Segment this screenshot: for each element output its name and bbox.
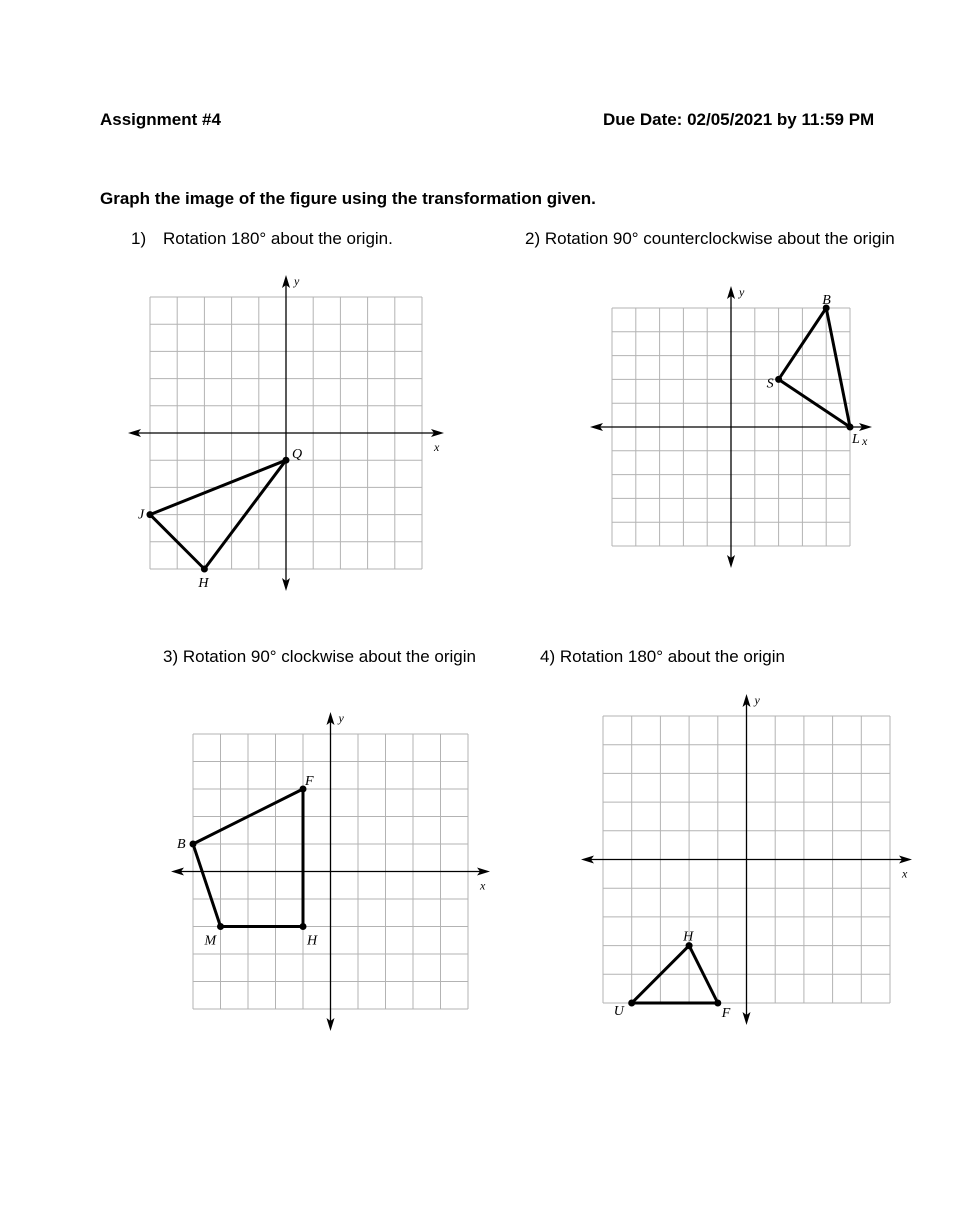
y-axis-label: y — [739, 285, 745, 299]
y-axis-label: y — [338, 711, 344, 725]
y-axis-label: y — [754, 693, 760, 707]
vertex-label-J: J — [138, 507, 145, 523]
vertex-label-S: S — [766, 376, 774, 392]
edge-LB — [826, 308, 850, 427]
vertex-Q — [283, 457, 290, 464]
vertex-label-L: L — [852, 432, 860, 447]
assignment-title: Assignment #4 — [100, 110, 221, 129]
vertex-label-B: B — [177, 837, 186, 852]
vertex-H — [300, 923, 307, 930]
x-axis-label: x — [902, 866, 908, 881]
x-axis-label: x — [434, 440, 440, 454]
vertex-label-H: H — [683, 929, 694, 945]
vertex-S — [775, 376, 782, 383]
vertex-label-U: U — [613, 1004, 624, 1019]
vertex-F — [714, 1000, 721, 1007]
vertex-label-M: M — [204, 933, 217, 949]
graph-3 — [165, 705, 505, 1045]
vertex-M — [217, 923, 224, 930]
vertex-J — [147, 511, 154, 518]
graph-1 — [120, 265, 460, 605]
vertex-label-H: H — [198, 576, 209, 591]
due-date: Due Date: 02/05/2021 by 11:59 PM — [603, 110, 875, 129]
problem-1-number: 1) — [131, 229, 147, 248]
x-axis-label: x — [480, 878, 486, 893]
problem-4-text: 4) Rotation 180° about the origin — [540, 647, 785, 666]
graph-2 — [590, 285, 880, 575]
instructions: Graph the image of the figure using the transformation given. — [100, 189, 596, 208]
vertex-label-Q: Q — [292, 447, 303, 463]
vertex-label-H: H — [307, 933, 318, 949]
x-axis-label: x — [862, 434, 868, 448]
vertex-L — [847, 424, 854, 431]
y-axis-label: y — [294, 274, 300, 288]
vertex-B — [190, 841, 197, 848]
figure — [767, 293, 860, 447]
edge-BM — [193, 844, 221, 927]
problem-2-text: 2) Rotation 90° counterclockwise about the origin — [525, 229, 895, 248]
vertex-label-B: B — [822, 293, 831, 308]
graph-4 — [570, 690, 930, 1030]
vertex-U — [628, 1000, 635, 1007]
problem-3-text: 3) Rotation 90° clockwise about the origin — [163, 647, 476, 666]
problem-1-text: Rotation 180° about the origin. — [163, 229, 393, 248]
vertex-label-F: F — [721, 1006, 731, 1021]
vertex-H — [201, 566, 208, 573]
vertex-label-F: F — [305, 774, 314, 789]
